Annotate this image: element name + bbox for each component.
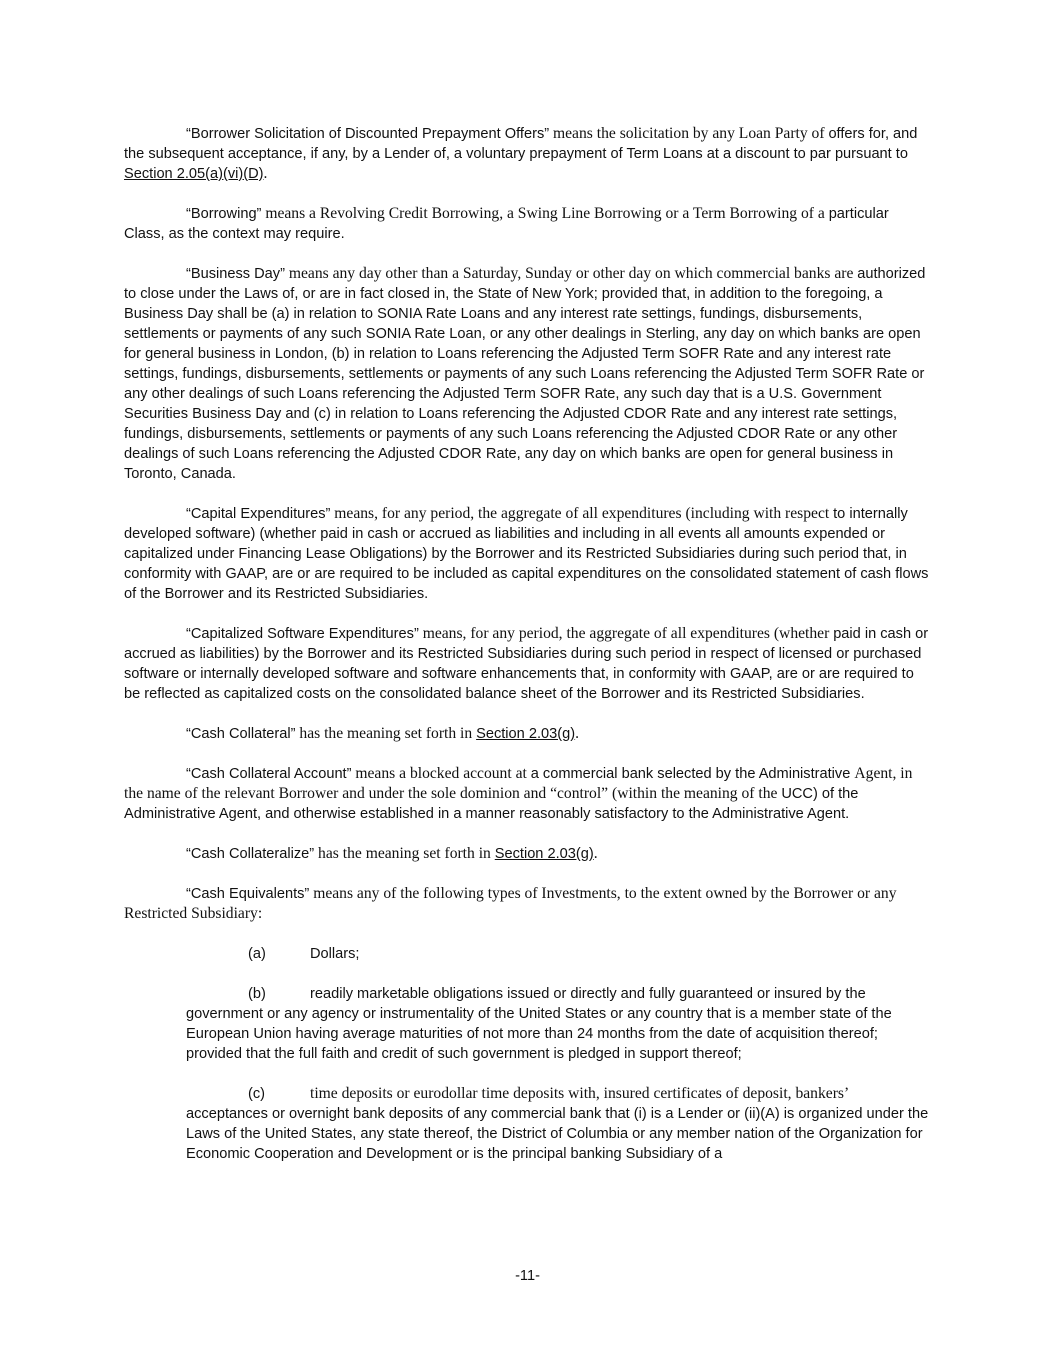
defined-term: “Cash Collateral Account”: [186, 766, 352, 782]
list-marker: (b): [248, 986, 266, 1002]
defined-term: “Cash Equivalents”: [186, 886, 310, 902]
definition-text: .: [575, 725, 579, 742]
definition-text: means a Revolving Credit Borrowing, a Swing Line Borrowing or a Term Borrowing of a: [261, 205, 829, 222]
definition-text: .: [593, 845, 598, 862]
definition-text: means any day other than a Saturday, Sunday or other day on which commercial banks are: [284, 265, 858, 282]
definition-borrowing: [124, 204, 932, 244]
definition-cash-collateral-account: [124, 764, 932, 824]
definition-text: means the solicitation by any Loan Party of: [549, 125, 829, 142]
definition-text: has the meaning set forth in: [314, 845, 495, 862]
definition-cash-equivalents: [124, 884, 932, 924]
definition-text: offers for, and the subsequent acceptance, if any, by a Lender of, a voluntary prepayment of Term Loans at a discount to par pursuant to: [124, 126, 918, 162]
definition-text: authorized to close under the Laws of, or are in fact closed in, the State of New York; provided that, in addition to the foregoing, a Business Day shall be (a) in relation to SONIA Rate Loans and any interest rate settings, fundings, disbursements, settlements or payments of any such SONIA Rate Loan, or any other dealings in Sterling, any day on which banks are open for general business in London, (b) in relation to Loans referencing the Adjusted Term SOFR Rate and any interest rate settings, fundings, disbursements, settlements or payments of any such Loans referencing the Adjusted Term SOFR Rate or any other dealings of such Loans referencing the Adjusted Term SOFR Rate, any such day that is a U.S. Government Securities Business Day and (c) in relation to Loans referencing the Adjusted CDOR Rate and any interest rate settings, fundings, disbursements, settlements or payments of any such Loans referencing the Adjusted CDOR Rate or any other dealings of such Loans referencing the Adjusted CDOR Rate, any day on which banks are open for general business in Toronto, Canada.: [124, 266, 926, 482]
definition-text: a commercial bank selected by the Administrative: [530, 766, 855, 782]
list-item-b: [186, 984, 932, 1064]
section-reference-link[interactable]: Section 2.03(g): [476, 726, 576, 742]
list-item-a: [186, 944, 932, 964]
defined-term: “Capitalized Software Expenditures”: [186, 626, 419, 642]
defined-term: “Capital Expenditures”: [186, 506, 331, 522]
definition-text: UCC) of the Administrative Agent, and otherwise established in a manner reasonably satisfactory to the Administrative Agent.: [124, 786, 859, 822]
list-marker: (a): [248, 946, 266, 962]
list-item-c: [186, 1084, 932, 1164]
defined-term: “Borrowing”: [186, 206, 262, 222]
definition-text: particular Class, as the context may require.: [124, 206, 889, 242]
definition-text: has the meaning set forth in: [295, 725, 477, 742]
definition-borrower-solicitation: [124, 124, 932, 184]
list-item-text: Dollars;: [310, 946, 360, 962]
definition-text: means a blocked account at: [351, 765, 531, 782]
definition-text: to internally developed software) (whether paid in cash or accrued as liabilities and including in all events all amounts expended or capitalized under Financing Lease Obligations) by the Borrower and its Restricted Subsidiaries during such period that, in conformity with GAAP, are or are required to be included as capital expenditures on the consolidated statement of cash flows of the Borrower and its Restricted Subsidiaries.: [124, 506, 929, 602]
list-item-text: readily marketable obligations issued or directly and fully guaranteed or insured by the government or any agency or instrumentality of the United States or any country that is a member state of the European Union having average maturities of not more than 24 months from the date of acquisition thereof; provided that the full faith and credit of such government is pledged in support thereof;: [186, 986, 892, 1062]
list-item-text: acceptances or overnight bank deposits of any commercial bank that (i) is a Lender or (ii)(A) is organized under the Laws of the United States, any state thereof, the District of Columbia or any member nation of the Organization for Economic Cooperation and Development or is the principal banking Subsidiary of a: [186, 1106, 929, 1162]
definition-business-day: [124, 264, 932, 484]
definition-capitalized-software-expenditures: [124, 624, 932, 704]
definition-text: Agent, in the name of the relevant Borrower and under the sole dominion and “control” (within the meaning of the: [124, 765, 913, 802]
section-reference-link[interactable]: Section 2.03(g): [494, 846, 594, 862]
section-reference-link[interactable]: Section 2.05(a)(vi)(D): [124, 166, 264, 182]
definition-cash-collateralize: [124, 844, 932, 864]
definition-text: means, for any period, the aggregate of all expenditures (including with respect: [330, 505, 834, 522]
definition-text: means, for any period, the aggregate of all expenditures (whether: [418, 625, 834, 642]
list-marker: (c): [248, 1086, 266, 1102]
definition-text: paid in cash or accrued as liabilities) by the Borrower and its Restricted Subsidiaries during such period in respect of licensed or purchased software or internally developed software and software enhancements that, in conformity with GAAP, are or are required to be reflected as capitalized costs on the consolidated balance sheet of the Borrower and its Restricted Subsidiaries.: [124, 626, 929, 702]
page-number: -11-: [515, 1268, 540, 1284]
list-item-text: time deposits or eurodollar time deposits with, insured certificates of deposit, bankers’: [310, 1085, 848, 1102]
defined-term: “Cash Collateralize”: [186, 846, 315, 862]
document-page: [124, 124, 932, 1184]
defined-term: “Borrower Solicitation of Discounted Prepayment Offers”: [186, 126, 550, 142]
definition-text: means any of the following types of Investments, to the extent owned by the Borrower or any Restricted Subsidiary:: [124, 885, 897, 922]
definition-text: .: [263, 165, 268, 182]
definition-cash-collateral: [124, 724, 932, 744]
defined-term: “Business Day”: [186, 266, 285, 282]
defined-term: “Cash Collateral”: [186, 726, 296, 742]
definition-capital-expenditures: [124, 504, 932, 604]
